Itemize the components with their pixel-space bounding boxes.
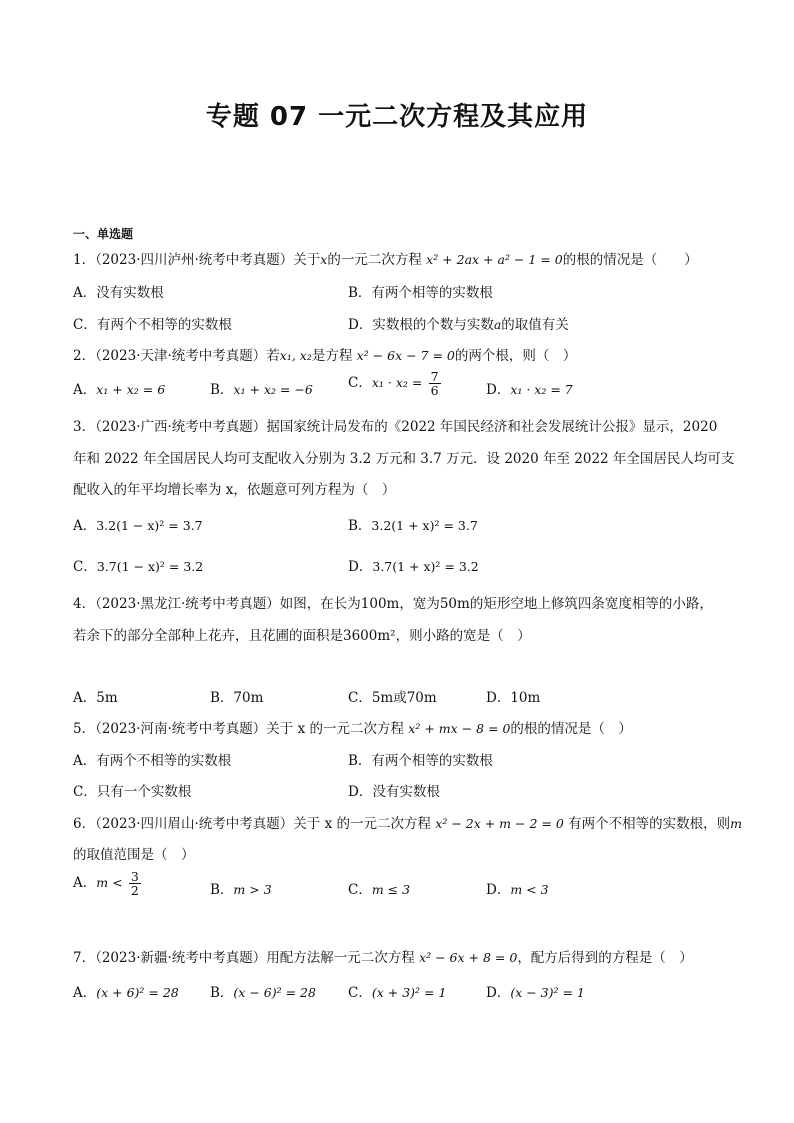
question-4-line-1: 4．（2023·黑龙江·统考中考真题）如图，在长为100m，宽为50m的矩形空地上修筑四条宽度相等的小路， <box>73 596 713 612</box>
q3-option-a-eq: 3.2(1 − x)² = 3.7 <box>96 518 203 533</box>
q2-option-b <box>210 378 313 398</box>
q5-option-a: A．有两个不相等的实数根 <box>73 753 232 769</box>
q4-option-c: C．5m或70m <box>348 690 437 706</box>
q2-option-c-lhs: x₁ · x₂ = <box>371 375 423 390</box>
q4-option-a: A．5m <box>73 690 118 706</box>
q6-var: m <box>730 816 742 831</box>
q5-stem-part: 5．（2023·河南·统考中考真题）关于 x 的一元二次方程 <box>73 721 404 737</box>
option-label: A． <box>73 382 97 398</box>
q2-option-b-eq: x₁ + x₂ = −6 <box>233 382 313 397</box>
q5-option-c: C．只有一个实数根 <box>73 784 192 800</box>
q4-option-b: B．70m <box>210 690 264 706</box>
q1-option-d <box>348 313 569 333</box>
q2-stem-part: 2．（2023·天津·统考中考真题）若 <box>73 348 280 364</box>
q4-option-d: D．10m <box>486 690 541 706</box>
q6-stem-part: 有两个不相等的实数根，则 <box>568 816 731 832</box>
option-label: A． <box>73 518 97 534</box>
q5-option-b: B．有两个相等的实数根 <box>348 753 493 769</box>
question-3-line-1: 3．（2023·广西·统考中考真题）据国家统计局发布的《2022 年国民经济和社会发展统计公报》显示，2020 <box>73 419 718 435</box>
question-4-line-2: 若余下的部分全部种上花卉，且花圃的面积是3600m²，则小路的宽是（ ） <box>73 628 531 644</box>
q1-var: x <box>320 252 328 267</box>
q6-option-c <box>348 878 410 898</box>
q3-option-d <box>348 555 479 575</box>
q7-option-d <box>486 981 585 1001</box>
option-label: D． <box>486 985 511 1001</box>
q1-equation: x² + 2ax + a² − 1 = 0 <box>426 252 563 267</box>
question-1-stem <box>73 248 698 268</box>
q1-option-d-text: D．实数根的个数与实数 <box>348 317 494 333</box>
question-2-stem <box>73 344 576 364</box>
q3-option-c-eq: 3.7(1 − x)² = 3.2 <box>96 559 204 574</box>
option-label: B． <box>210 985 234 1001</box>
option-label: B． <box>348 518 372 534</box>
q6-option-a-lhs: m < <box>96 875 123 890</box>
question-6-line-2: 的取值范围是（ ） <box>73 847 195 863</box>
q1-option-d-text: 的取值有关 <box>501 317 569 333</box>
q6-option-d <box>486 878 549 898</box>
q2-option-a <box>73 378 165 398</box>
option-label: A． <box>73 985 97 1001</box>
q2-stem-part: 是方程 <box>311 348 353 364</box>
q2-equation: x² − 6x − 7 = 0 <box>356 348 455 363</box>
option-label: C． <box>348 882 372 898</box>
q5-option-d: D．没有实数根 <box>348 784 440 800</box>
q2-option-a-eq: x₁ + x₂ = 6 <box>96 382 166 397</box>
q3-option-b-eq: 3.2(1 + x)² = 3.7 <box>371 518 478 533</box>
fraction-numerator: 7 <box>430 369 439 384</box>
q1-stem-part: 的根的情况是（ ） <box>562 252 698 268</box>
q6-option-d-eq: m < 3 <box>510 882 549 897</box>
q2-vars: x₁, x₂ <box>279 348 312 363</box>
q6-option-b <box>210 878 272 898</box>
q7-option-c <box>348 981 446 1001</box>
q7-stem-part: ，配方后得到的方程是（ ） <box>517 950 693 966</box>
question-6-stem <box>73 812 742 832</box>
fraction <box>429 370 441 397</box>
q2-option-d-eq: x₁ · x₂ = 7 <box>510 382 573 397</box>
q5-equation: x² + mx − 8 = 0 <box>408 721 511 736</box>
option-label: B． <box>210 882 234 898</box>
q1-stem-part: 1．（2023·四川泸州·统考中考真题）关于 <box>73 252 321 268</box>
option-label: D． <box>348 559 373 575</box>
q1-option-b: B．有两个相等的实数根 <box>348 285 493 301</box>
option-label: B． <box>210 382 234 398</box>
q2-option-c <box>348 370 443 397</box>
fraction-numerator: 3 <box>130 869 139 884</box>
q1-option-a: A．没有实数根 <box>73 285 164 301</box>
page-title: 专题 07 一元二次方程及其应用 <box>205 102 589 132</box>
q6-equation: x² − 2x + m − 2 = 0 <box>435 816 564 831</box>
q3-option-b <box>348 514 478 534</box>
q7-equation: x² − 6x + 8 = 0 <box>419 950 518 965</box>
q2-option-d <box>486 378 573 398</box>
fraction-denominator: 2 <box>130 883 139 898</box>
q6-stem-part: 6．（2023·四川眉山·统考中考真题）关于 x 的一元二次方程 <box>73 816 431 832</box>
section-heading: 一、单选题 <box>73 227 134 241</box>
q7-option-a-eq: (x + 6)² = 28 <box>96 985 179 1000</box>
question-3-line-3: 配收入的年平均增长率为 x，依题意可列方程为（ ） <box>73 482 396 498</box>
question-5-stem <box>73 717 632 737</box>
option-label: A． <box>73 875 97 891</box>
option-label: C． <box>73 559 97 575</box>
option-label: D． <box>486 382 511 398</box>
q5-stem-part: 的根的情况是（ ） <box>510 721 632 737</box>
fraction-denominator: 6 <box>430 383 439 398</box>
q7-option-c-eq: (x + 3)² = 1 <box>371 985 447 1000</box>
q7-option-a <box>73 981 179 1001</box>
q3-option-c <box>73 555 203 575</box>
question-3-line-2: 年和 2022 年全国居民人均可支配收入分别为 3.2 万元和 3.7 万元．设 2020 年至 2022 年全国居民人均可支 <box>73 451 735 467</box>
q1-option-c: C．有两个不相等的实数根 <box>73 317 232 333</box>
q6-option-a <box>73 870 143 897</box>
question-7-stem <box>73 946 693 966</box>
q1-stem-part: 的一元二次方程 <box>327 252 422 268</box>
option-label: D． <box>486 882 511 898</box>
q1-option-d-var: a <box>493 317 502 332</box>
q7-stem-part: 7．（2023·新疆·统考中考真题）用配方法解一元二次方程 <box>73 950 415 966</box>
q2-stem-part: 的两个根，则（ ） <box>454 348 577 364</box>
q7-option-b <box>210 981 316 1001</box>
q6-option-c-eq: m ≤ 3 <box>371 882 411 897</box>
option-label: C． <box>348 985 372 1001</box>
option-label: C． <box>348 375 372 391</box>
q3-option-a <box>73 514 203 534</box>
q3-option-d-eq: 3.7(1 + x)² = 3.2 <box>372 559 479 574</box>
q7-option-b-eq: (x − 6)² = 28 <box>233 985 316 1000</box>
q7-option-d-eq: (x − 3)² = 1 <box>510 985 585 1000</box>
fraction <box>129 870 141 897</box>
q6-option-b-eq: m > 3 <box>233 882 272 897</box>
